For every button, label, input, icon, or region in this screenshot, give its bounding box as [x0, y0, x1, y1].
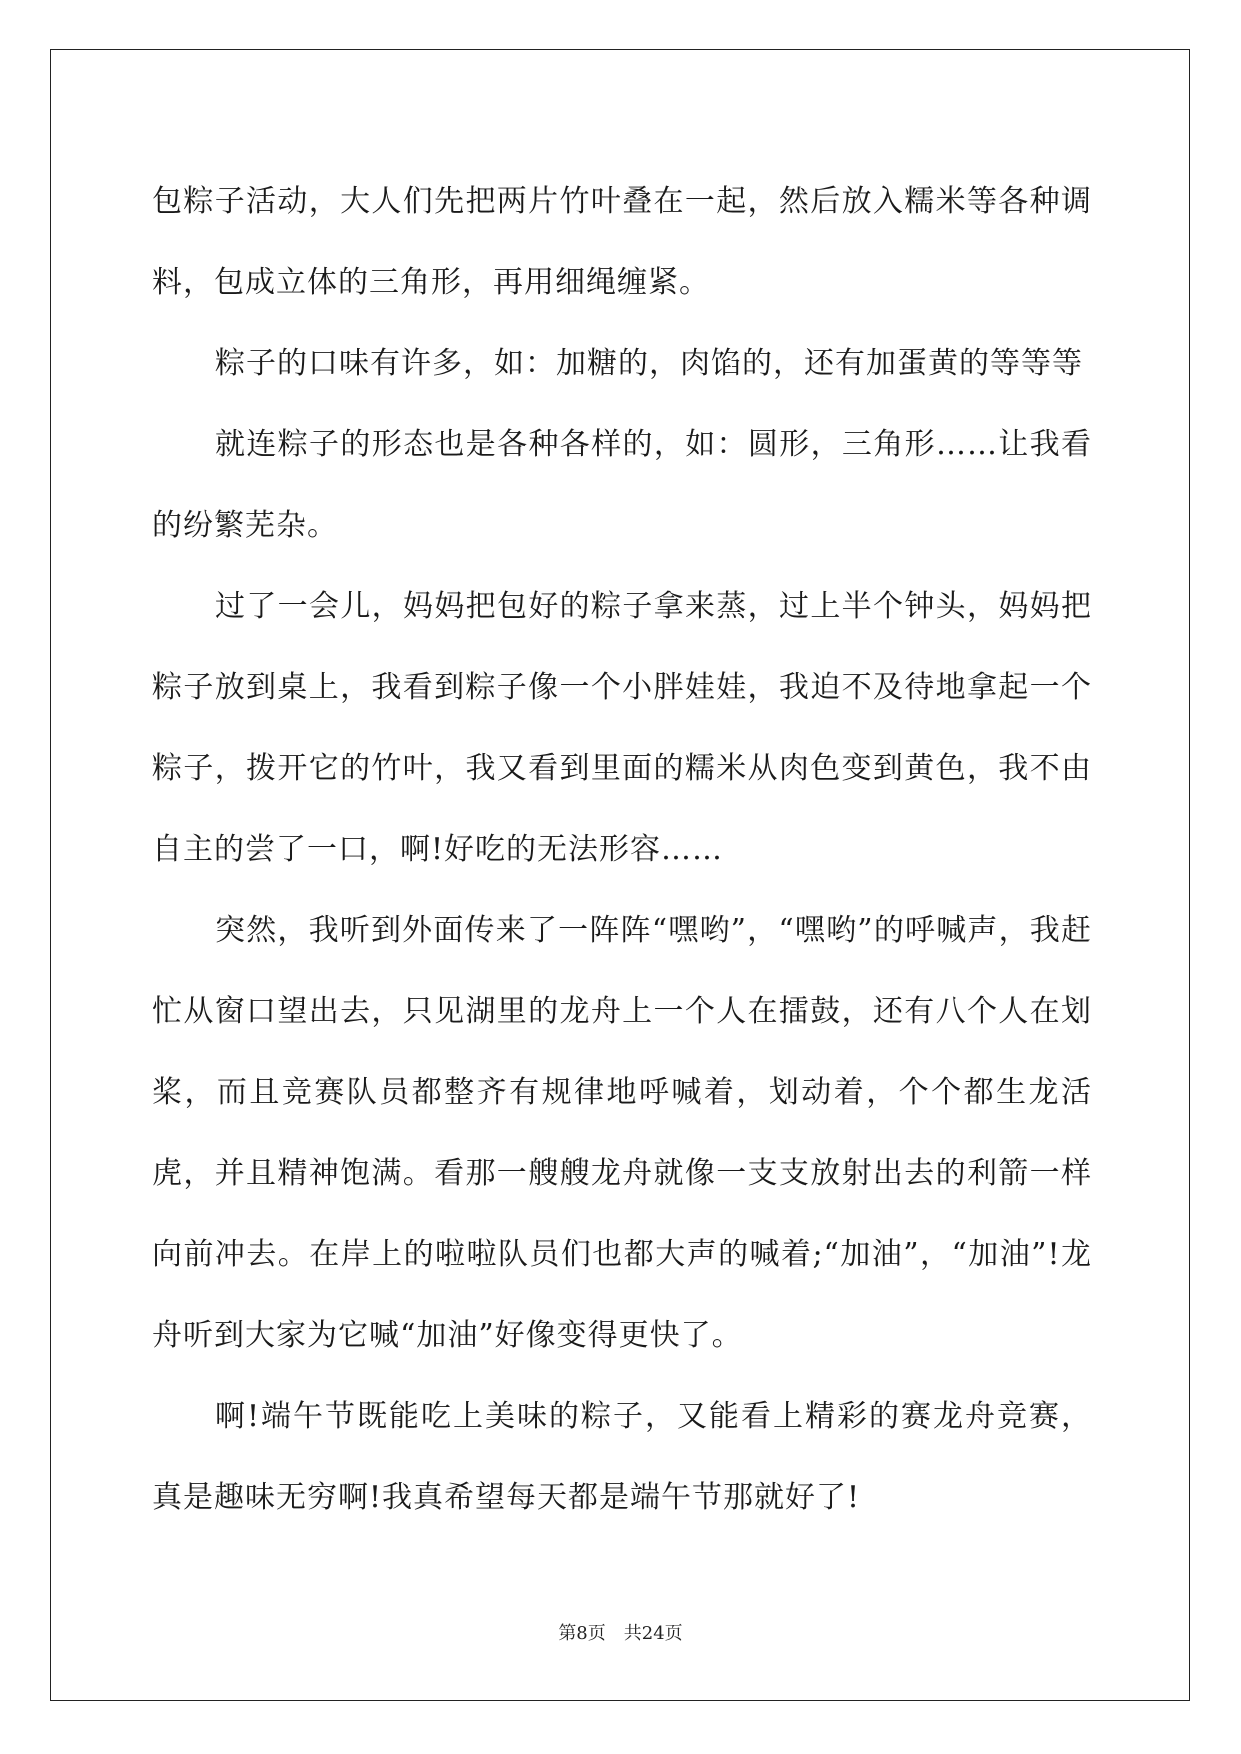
document-body	[152, 161, 1092, 1538]
paragraph-2: 粽子的口味有许多，如：加糖的，肉馅的，还有加蛋黄的等等等	[215, 346, 1083, 381]
paragraph-3: 就连粽子的形态也是各种各样的，如：圆形，三角形……让我看的纷繁芜杂。	[152, 427, 1092, 543]
page-number-footer: 第8页 共24页	[558, 1623, 683, 1644]
paragraph-4: 过了一会儿，妈妈把包好的粽子拿来蒸，过上半个钟头，妈妈把粽子放到桌上，我看到粽子像一个小胖娃娃，我迫不及待地拿起一个粽子，拨开它的竹叶，我又看到里面的糯米从肉色变到黄色，我不由自主的尝了一口，啊!好吃的无法形容……	[152, 589, 1092, 867]
paragraph-6: 啊!端午节既能吃上美味的粽子，又能看上精彩的赛龙舟竞赛，真是趣味无穷啊!我真希望每天都是端午节那就好了!	[152, 1399, 1092, 1515]
paragraph-5: 突然，我听到外面传来了一阵阵“嘿哟”，“嘿哟”的呼喊声，我赶忙从窗口望出去，只见湖里的龙舟上一个人在擂鼓，还有八个人在划桨，而且竞赛队员都整齐有规律地呼喊着，划动着，个个都生龙活虎，并且精神饱满。看那一艘艘龙舟就像一支支放射出去的利箭一样向前冲去。在岸上的啦啦队员们也都大声的喊着;“加油”，“加油”!龙舟听到大家为它喊“加油”好像变得更快了。	[152, 913, 1092, 1353]
paragraph-1: 包粽子活动，大人们先把两片竹叶叠在一起，然后放入糯米等各种调料，包成立体的三角形，再用细绳缠紧。	[152, 184, 1092, 300]
